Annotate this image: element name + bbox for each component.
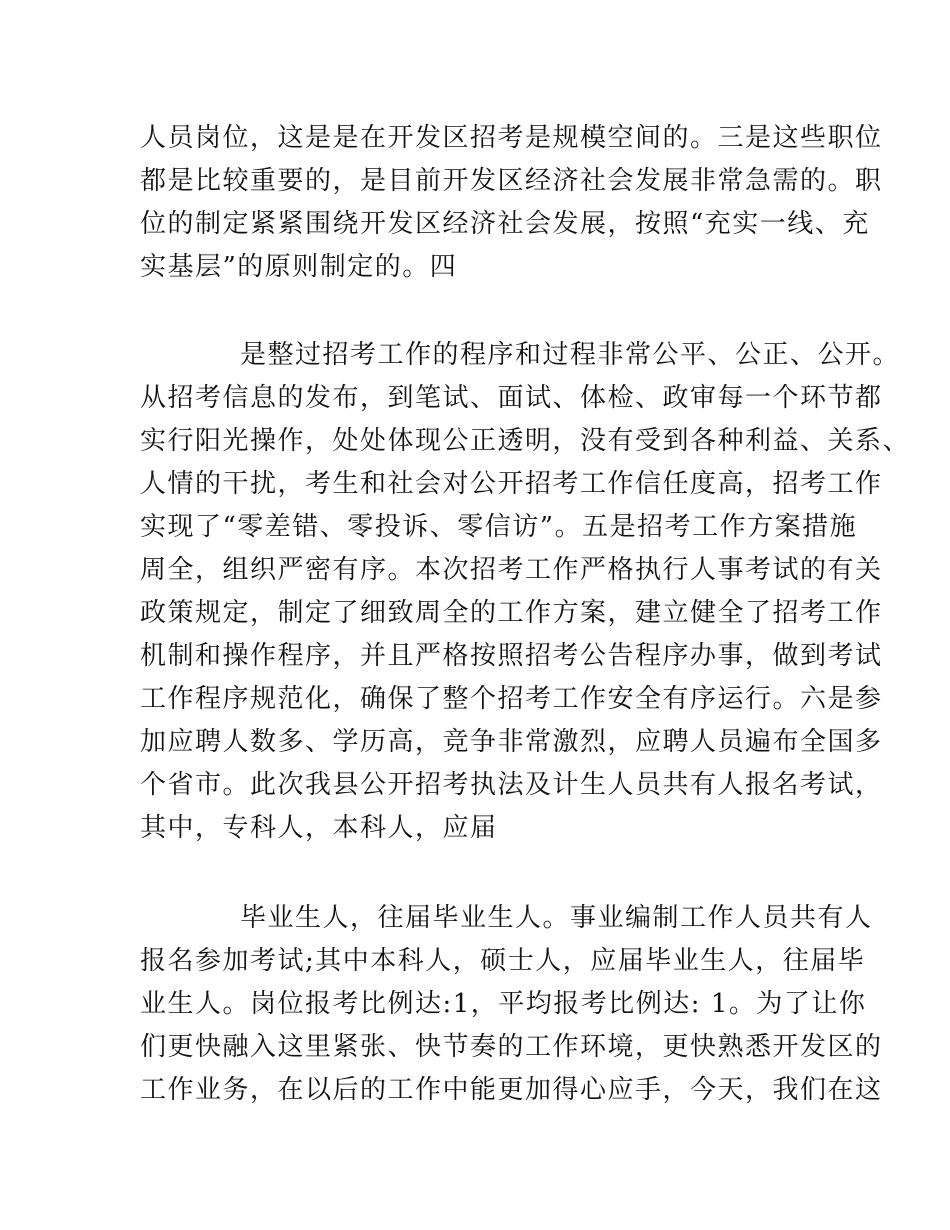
text-line: 从招考信息的发布，到笔试、面试、体检、政审每一个环节都 [140,383,883,413]
text-line: 实基层”的原则制定的。四 [140,252,458,282]
text-line: 毕业生人，往届毕业生人。事业编制工作人员共有人 [240,903,873,933]
text-line: 工作业务，在以后的工作中能更加得心应手，今天，我们在这 [140,1075,883,1105]
text-line: 周全，组织严密有序。本次招考工作严格执行人事考试的有关 [140,555,883,585]
text-line: 人情的干扰，考生和社会对公开招考工作信任度高，招考工作 [140,469,883,499]
text-line: 加应聘人数多、学历高，竞争非常激烈，应聘人员遍布全国多 [140,727,883,757]
text-line: 其中，专科人，本科人，应届 [140,813,498,843]
text-line: 工作程序规范化，确保了整个招考工作安全有序运行。六是参 [140,684,883,714]
text-line: 人员岗位，这是是在开发区招考是规模空间的。三是这些职位 [140,123,883,153]
text-line: 实行阳光操作，处处体现公正透明，没有受到各种利益、关系、 [140,426,911,456]
text-line: 业生人。岗位报考比例达:1，平均报考比例达: 1。为了让你 [140,989,867,1019]
text-line: 位的制定紧紧围绕开发区经济社会发展，按照“充实一线、充 [140,209,870,239]
text-line: 是整过招考工作的程序和过程非常公平、公正、公开。 [240,340,901,370]
text-line: 们更快融入这里紧张、快节奏的工作环境，更快熟悉开发区的 [140,1032,883,1062]
text-line: 实现了“零差错、零投诉、零信访”。五是招考工作方案措施 [140,512,858,542]
text-line: 政策规定，制定了细致周全的工作方案，建立健全了招考工作 [140,598,883,628]
text-line: 报名参加考试;其中本科人，硕士人，应届毕业生人，往届毕 [140,946,866,976]
text-line: 个省市。此次我县公开招考执法及计生人员共有人报名考试， [140,770,883,800]
text-line: 都是比较重要的，是目前开发区经济社会发展非常急需的。职 [140,166,883,196]
text-line: 机制和操作程序，并且严格按照招考公告程序办事，做到考试 [140,641,883,671]
